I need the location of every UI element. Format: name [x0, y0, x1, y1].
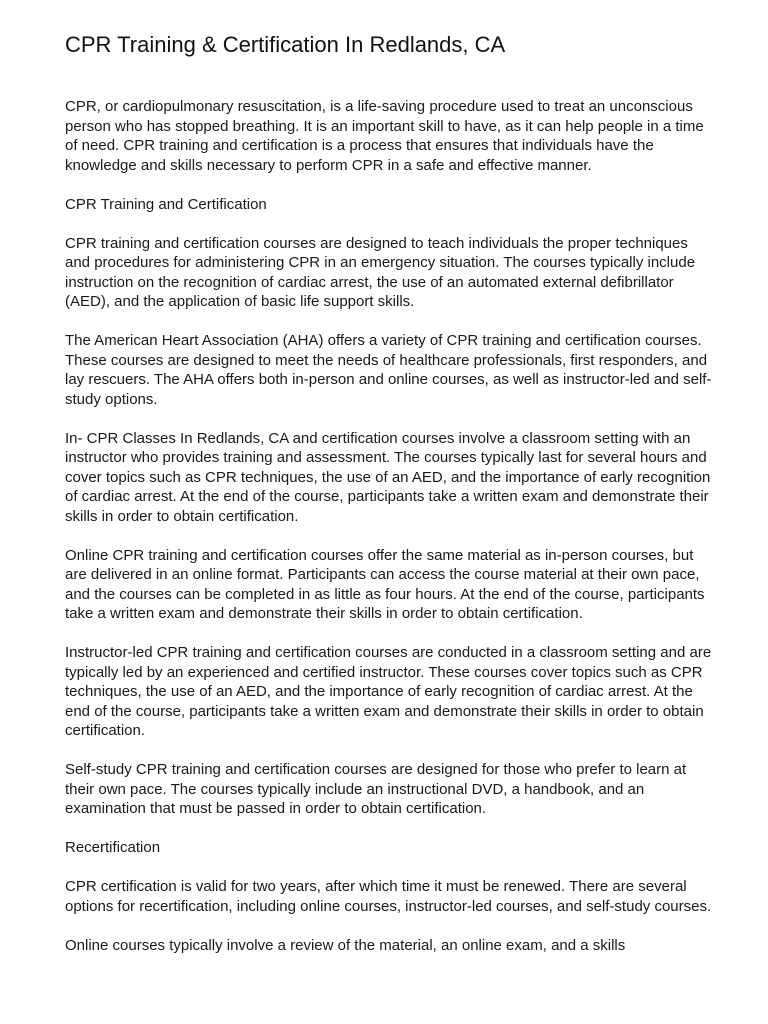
paragraph-recertification: CPR certification is valid for two years, after which time it must be renewed. There are several options for recertification, including online courses, instructor-led courses, and self-study courses. — [65, 878, 712, 915]
section-heading-training: CPR Training and Certification — [65, 195, 267, 213]
paragraph-aha: The American Heart Association (AHA) offers a variety of CPR training and certification courses. These courses are designed to meet the needs of healthcare professionals, first responders, and lay rescuers. The AHA offers both in-person and online courses, as well as instructor-led and self-study options. — [65, 332, 712, 408]
section-heading-recertification: Recertification — [65, 839, 161, 856]
paragraph-intro: CPR, or cardiopulmonary resuscitation, is a life-saving procedure used to treat an unconscious person who has stopped breathing. It is an important skill to have, as it can help people in a time of need. CPR training and certification is a process that ensures that individuals have the knowledge and skills necessary to perform CPR in a safe and effective manner. — [65, 98, 704, 174]
paragraph-online-recert: Online courses typically involve a review of the material, an online exam, and a skills — [65, 936, 626, 954]
paragraph-instructor-led: Instructor-led CPR training and certification courses are conducted in a classroom setting and are typically led by an experienced and certified instructor. These courses cover topics such as CPR techniques, the use of an AED, and the importance of early recognition of cardiac arrest. At the end of the course, participants take a written exam and demonstrate their skills in order to obtain certification. — [65, 644, 712, 739]
paragraph-self-study: Self-study CPR training and certification courses are designed for those who prefer to learn at their own pace. The courses typically include an instructional DVD, a handbook, and an examination that must be passed in order to obtain certification. — [65, 761, 687, 817]
paragraph-in-person: In- CPR Classes In Redlands, CA and certification courses involve a classroom setting with an instructor who provides training and assessment. The courses typically last for several hours and cover topics such as CPR techniques, the use of an AED, and the importance of early recognition of cardiac arrest. At the end of the course, participants take a written exam and demonstrate their skills in order to obtain certification. — [65, 429, 711, 525]
paragraph-online: Online CPR training and certification courses offer the same material as in-person courses, but are delivered in an online format. Participants can access the course material at their own pace, and the courses can be completed in as little as four hours. At the end of the course, participants take a written exam and demonstrate their skills in order to obtain certification. — [65, 546, 705, 622]
page-title: CPR Training & Certification In Redlands, CA — [65, 32, 506, 57]
paragraph-course-design: CPR training and certification courses are designed to teach individuals the proper techniques and procedures for administering CPR in an emergency situation. The courses typically include instruction on the recognition of cardiac arrest, the use of an automated external defibrillator (AED), and the application of basic life support skills. — [65, 234, 696, 310]
document-body — [65, 97, 715, 975]
